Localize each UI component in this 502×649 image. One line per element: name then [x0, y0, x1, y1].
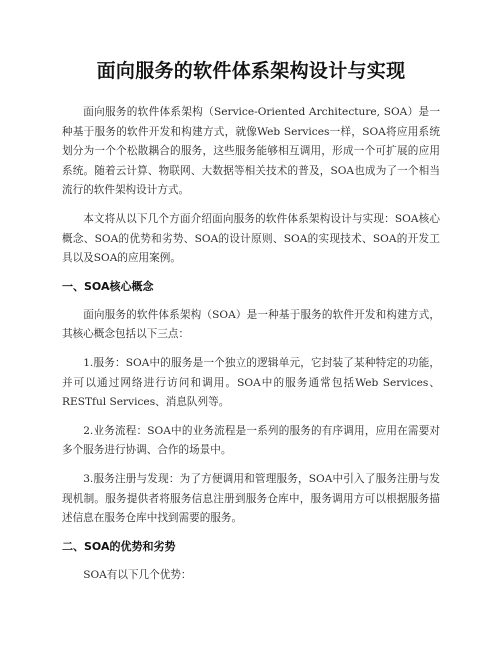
document-title: 面向服务的软件体系架构设计与实现	[96, 60, 406, 82]
intro-paragraph-2: 本文将从以下几个方面介绍面向服务的软件体系架构设计与实现：SOA核心概念、SOA的优势和劣势、SOA的设计原则、SOA的实现技术、SOA的开发工具以及SOA的应用案例。	[62, 212, 440, 265]
section-heading-core-concepts: 一、SOA核心概念	[62, 279, 154, 293]
intro-paragraph-1: 面向服务的软件体系架构（Service-Oriented Architecture, SOA）是一种基于服务的软件开发和构建方式，就像Web Services一样，SOA将应用系统划分为一个个松散耦合的服务，这些服务能够相互调用，形成一个可扩展的应用系统。随着云计算、物联网、大数据等相关技术的普及，SOA也成为了一个相当流行的软件架构设计方式。	[62, 106, 440, 197]
list-item-service-registry: 3.服务注册与发现：为了方便调用和管理服务，SOA中引入了服务注册与发现机制。服务提供者将服务信息注册到服务仓库中，服务调用方可以根据服务描述信息在服务仓库中找到需要的服务。	[62, 472, 440, 525]
list-item-service: 1.服务：SOA中的服务是一个独立的逻辑单元，它封装了某种特定的功能，并可以通过网络进行访问和调用。SOA中的服务通常包括Web Services、RESTful Services、消息队列等。	[62, 356, 440, 409]
section-heading-pros-cons: 二、SOA的优势和劣势	[62, 539, 176, 553]
list-item-business-process: 2.业务流程：SOA中的业务流程是一系列的服务的有序调用，应用在需要对多个服务进行协调、合作的场景中。	[62, 424, 440, 457]
section2-intro: SOA有以下几个优势：	[83, 568, 192, 581]
section1-intro: 面向服务的软件体系架构（SOA）是一种基于服务的软件开发和构建方式，其核心概念包括以下三点：	[62, 308, 440, 341]
